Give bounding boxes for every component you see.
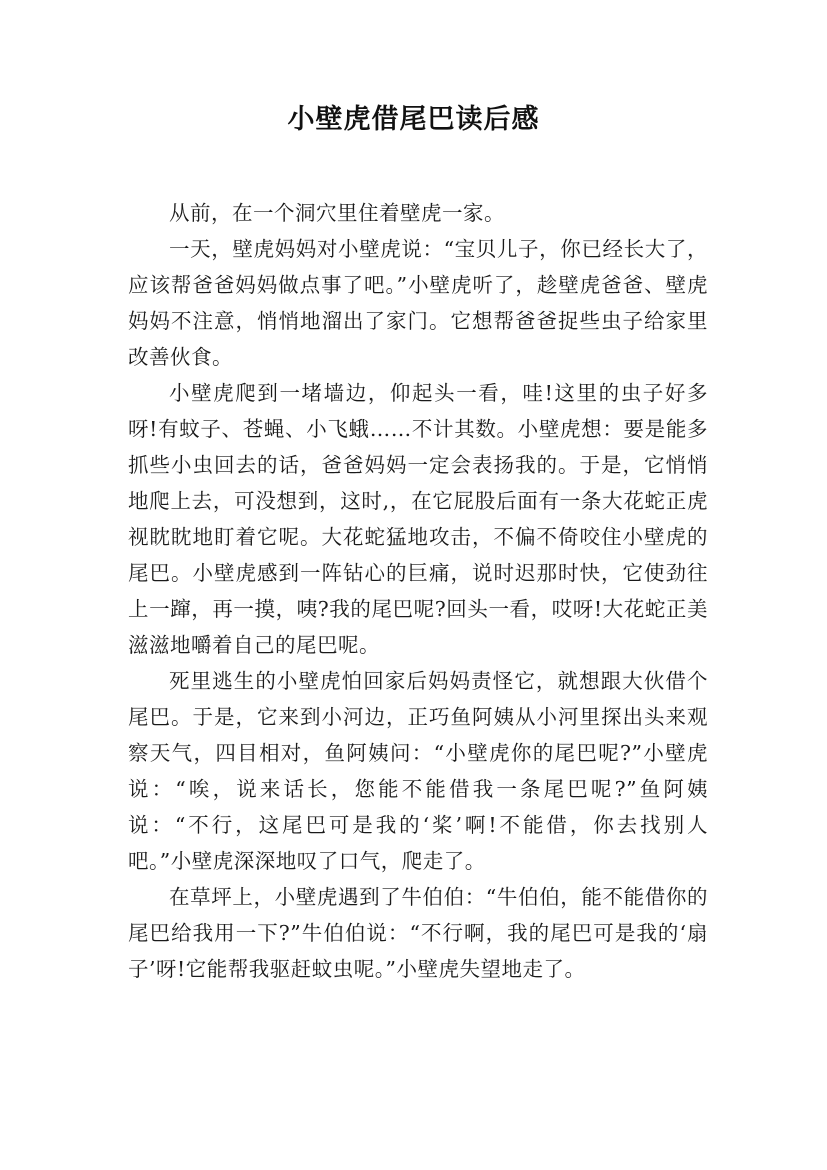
paragraph-3: 小壁虎爬到一堵墙边，仰起头一看，哇!这里的虫子好多呀!有蚊子、苍蝇、小飞蛾……不计其数。小壁虎想：要是能多抓些小虫回去的话，爸爸妈妈一定会表扬我的。于是，它悄悄地爬上去，可没想到，这时,，在它屁股后面有一条大花蛇正虎视眈眈地盯着它呢。大花蛇猛地攻击，不偏不倚咬住小壁虎的尾巴。小壁虎感到一阵钻心的巨痛，说时迟那时快，它使劲往上一蹿，再一摸，咦?我的尾巴呢?回头一看，哎呀!大花蛇正美滋滋地嚼着自己的尾巴呢。: [128, 381, 708, 657]
paragraph-1: 从前，在一个洞穴里住着壁虎一家。: [169, 201, 505, 225]
paragraph-4: 死里逃生的小壁虎怕回家后妈妈责怪它，就想跟大伙借个尾巴。于是，它来到小河边，正巧鱼阿姨从小河里探出头来观察天气，四目相对，鱼阿姨问：“小壁虎你的尾巴呢?”小壁虎说：“唉，说来话长，您能不能借我一条尾巴呢?”鱼阿姨说：“不行，这尾巴可是我的‘桨’啊!不能借，你去找别人吧。”小壁虎深深地叹了口气，爬走了。: [128, 669, 708, 873]
document-body: [128, 195, 708, 987]
paragraph-2: 一天，壁虎妈妈对小壁虎说：“宝贝儿子，你已经长大了，应该帮爸爸妈妈做点事了吧。”小壁虎听了，趁壁虎爸爸、壁虎妈妈不注意，悄悄地溜出了家门。它想帮爸爸捉些虫子给家里改善伙食。: [128, 237, 708, 369]
document-title: 小壁虎借尾巴读后感: [287, 104, 540, 135]
paragraph-5: 在草坪上，小壁虎遇到了牛伯伯：“牛伯伯，能不能借你的尾巴给我用一下?”牛伯伯说：“不行啊，我的尾巴可是我的‘扇子’呀!它能帮我驱赶蚊虫呢。”小壁虎失望地走了。: [128, 885, 708, 981]
